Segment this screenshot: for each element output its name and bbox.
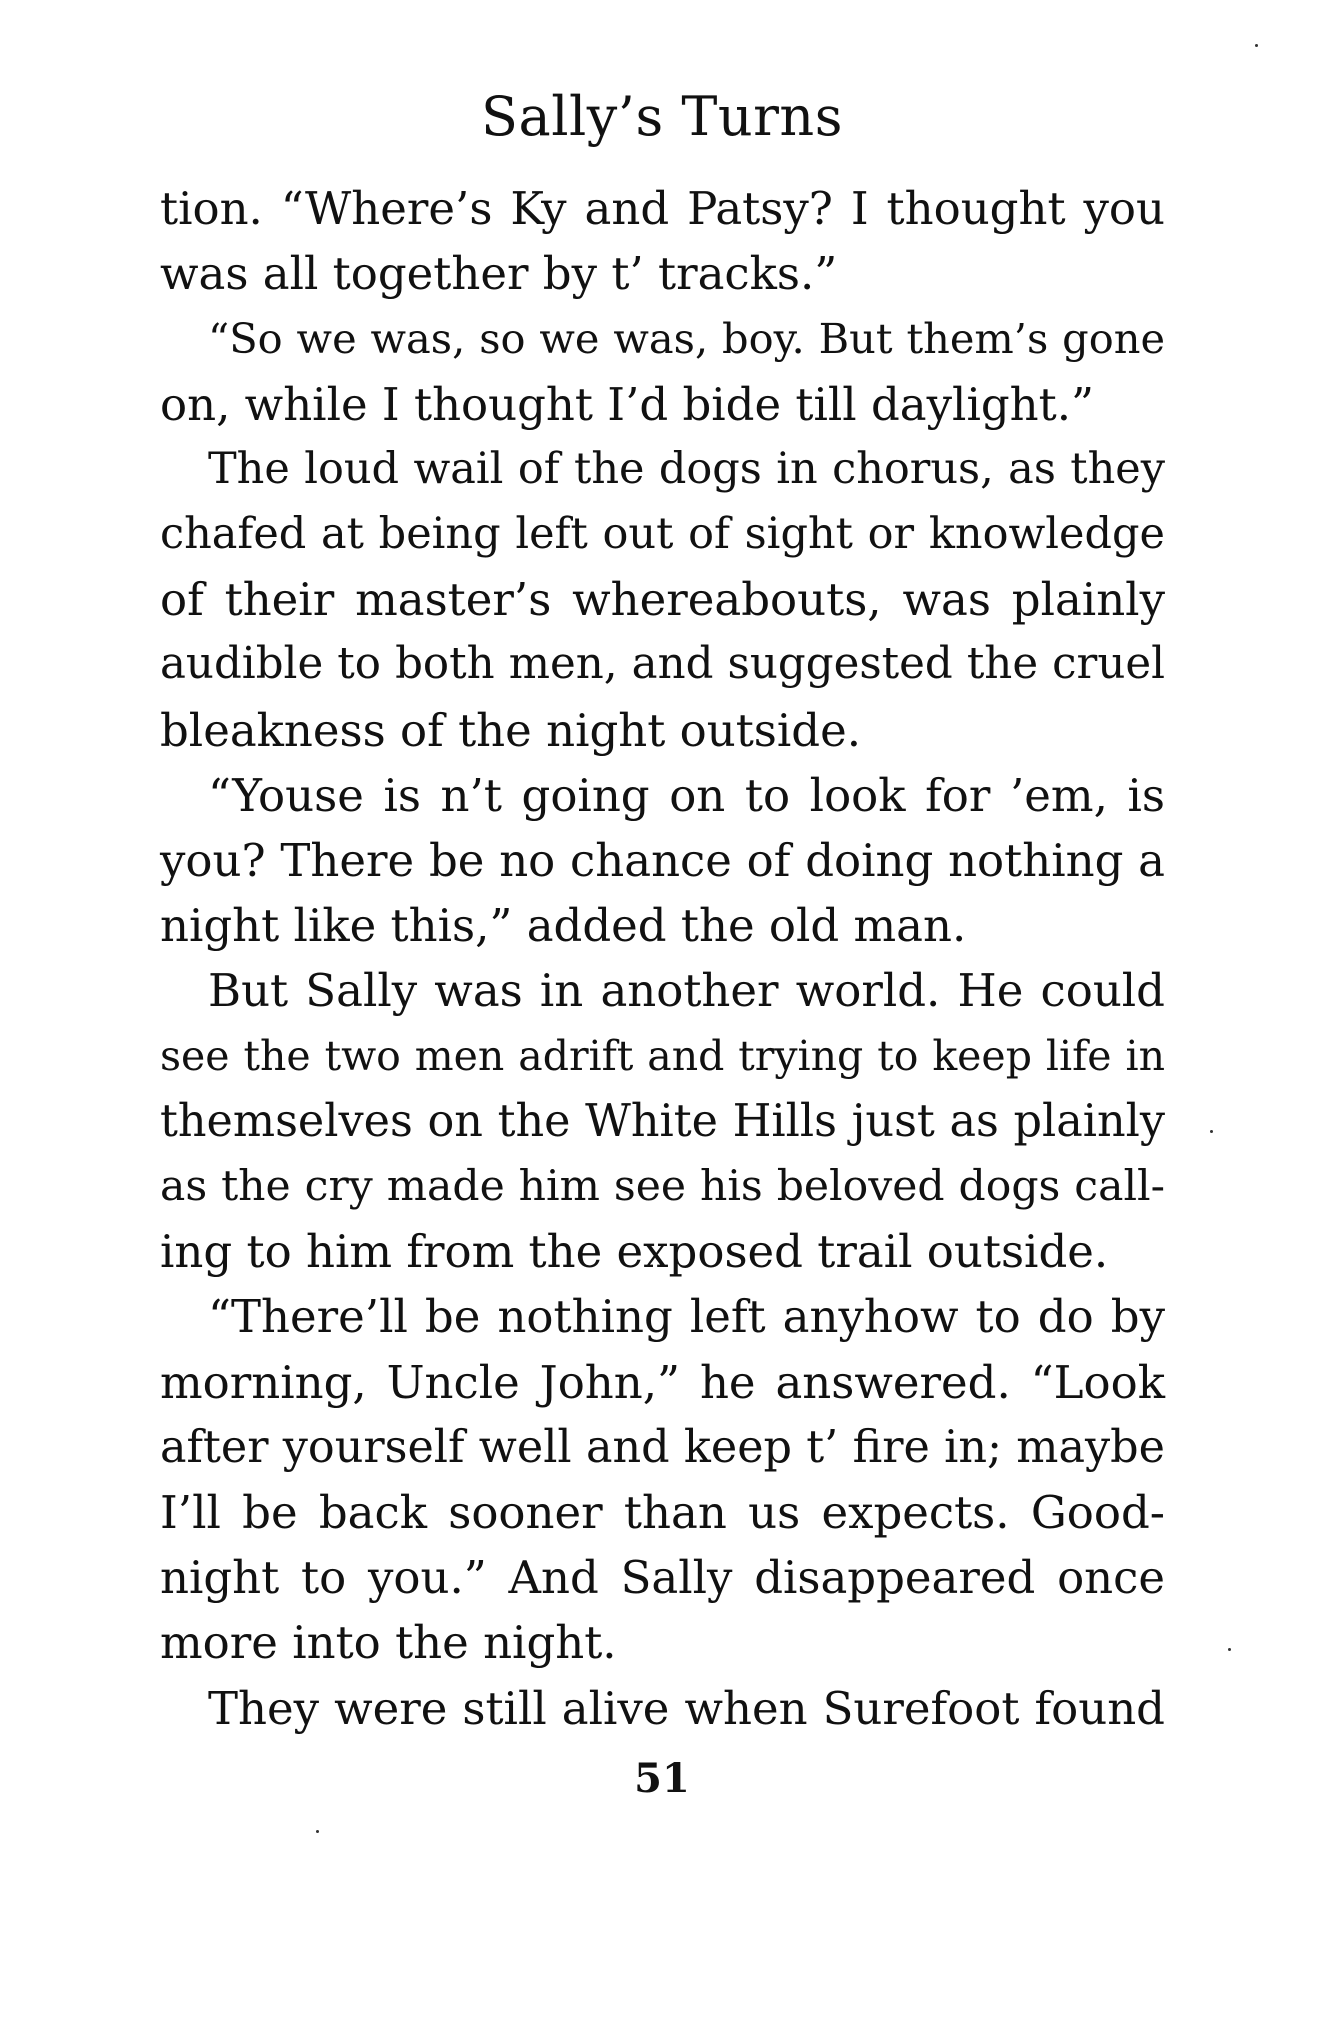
text-line: on, while I thought I’d bide till daylight.” <box>160 377 1095 431</box>
text-line: was all together by t’ tracks.” <box>160 247 838 301</box>
page-number: 51 <box>634 1755 690 1802</box>
text-line: chafed at being left out of sight or knowledge <box>160 509 1165 560</box>
text-line: “So we was, so we was, boy. But them’s gone <box>208 314 1165 364</box>
text-line: “Youse is n’t going on to look for ’em, is <box>208 768 1165 822</box>
running-head: Sally’s Turns <box>481 85 843 148</box>
paper-speck <box>1210 1130 1213 1133</box>
text-line: more into the night. <box>160 1616 617 1670</box>
text-line: after yourself well and keep t’ fire in; maybe <box>160 1421 1165 1473</box>
text-line: morning, Uncle John,” he answered. “Look <box>160 1355 1165 1409</box>
paper-speck <box>316 1830 319 1833</box>
text-line: as the cry made him see his beloved dogs call- <box>160 1162 1165 1212</box>
paper-speck <box>1255 44 1258 47</box>
text-line: “There’ll be nothing left anyhow to do by <box>208 1290 1165 1344</box>
text-line: night to you.” And Sally disappeared once <box>160 1551 1165 1605</box>
text-line: themselves on the White Hills just as plainly <box>160 1095 1165 1147</box>
paper-speck <box>1228 1648 1231 1651</box>
text-line: I’ll be back sooner than us expects. Good- <box>160 1486 1165 1540</box>
text-line: They were still alive when Surefoot found <box>208 1681 1165 1735</box>
text-line: of their master’s whereabouts, was plainly <box>160 573 1165 627</box>
text-line: The loud wail of the dogs in chorus, as they <box>208 443 1165 494</box>
text-line: But Sally was in another world. He could <box>208 964 1165 1018</box>
text-line: you? There be no chance of doing nothing a <box>160 834 1165 888</box>
text-line: tion. “Where’s Ky and Patsy? I thought you <box>160 182 1165 235</box>
text-line: see the two men adrift and trying to keep life in <box>160 1031 1165 1080</box>
text-line: night like this,” added the old man. <box>160 899 967 953</box>
body-text <box>160 176 1165 1741</box>
text-line: ing to him from the exposed trail outside. <box>160 1225 1109 1279</box>
text-line: bleakness of the night outside. <box>160 703 862 757</box>
text-line: audible to both men, and suggested the cruel <box>160 639 1165 690</box>
